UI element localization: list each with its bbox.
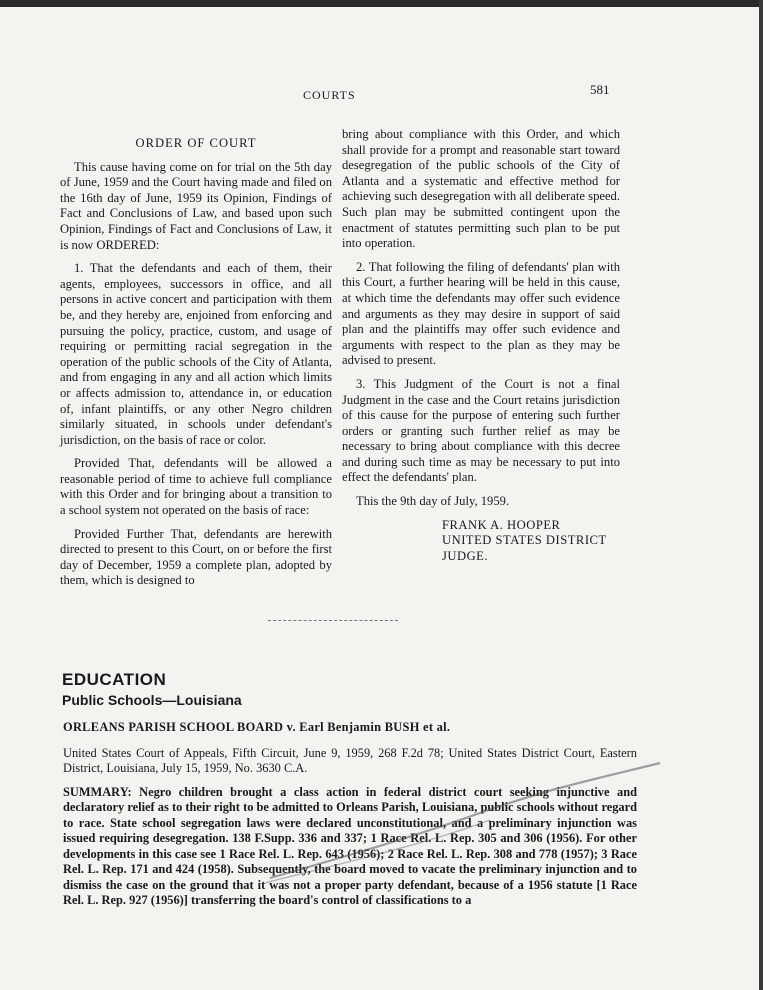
section-heading [62,670,242,708]
scan-top-edge [0,0,763,7]
case-citation: United States Court of Appeals, Fifth Circuit, June 9, 1959, 268 F.2d 78; United States District Court, Eastern District, Louisiana, July 15, 1959, No. 3630 C.A. [63,745,637,775]
section-title: EDUCATION [62,670,167,689]
case-summary: SUMMARY: Negro children brought a class action in federal district court seeking injunctive and declaratory relief as to their right to be admitted to Orleans Parish, Louisiana, public schools without regard to race. State school segregation laws were declared unconstitutional, and a preliminary injunction was issued requiring desegregation. 138 F.Supp. 336 and 337; 1 Race Rel. L. Rep. 305 and 306 (1956). For other developments in this case see 1 Race Rel. L. Rep. 643 (1956); 2 Race Rel. L. Rep. 308 and 778 (1957); 3 Race Rel. L. Rep. 171 and 424 (1958). Subsequently, the board moved to vacate the preliminary injunction and to dismiss the case on the ground that it was not a proper party defendant, because of a 1956 statute [1 Race Rel. L. Rep. 927 (1956)] transferring the board's control of classifications to a [63,784,637,907]
order-paragraph: 1. That the defendants and each of them, their agents, employees, successors in office, and all persons in active concert and participation with them be, and they hereby are, enjoined from enforcing and pursuing the policy, practice, custom, and usage of requiring or permitting racial segregation in the operation of the public schools of the City of Atlanta, and from engaging in any and all action which limits or affects admission to, attendance in, or education of, infant plaintiffs, or any other Negro children similarly situated, in schools under defendant's jurisdiction, on the basis of race or color. [60,261,332,447]
section-subtitle: Public Schools—Louisiana [62,692,242,708]
order-heading: ORDER OF COURT [135,136,257,150]
case-title: ORLEANS PARISH SCHOOL BOARD v. Earl Benjamin BUSH et al. [63,720,451,734]
order-paragraph: Provided Further That, defendants are herewith directed to present to this Court, on or before the first day of December, 1959 a complete plan, adopted by them, which is designed to [60,526,332,588]
judge-signature-block [442,518,620,565]
case-report [63,720,637,909]
judge-name: FRANK A. HOOPER [442,517,561,532]
judge-title-line: JUDGE. [442,548,489,563]
section-divider [268,620,398,621]
order-right-column [342,127,620,564]
order-paragraph: 2. That following the filing of defendants' plan with this Court, a further hearing will be held in this cause, at which time the defendants may offer such evidence and arguments as they may desire in support of said plan and the plaintiffs may offer such evidence and arguments with respect to the plan as they may be advised to present. [342,259,620,368]
order-paragraph: Provided That, defendants will be allowed a reasonable period of time to achieve full compliance with this Order and for bringing about a transition to a school system not operated on the basis of race: [60,456,332,518]
order-paragraph: bring about compliance with this Order, and which shall provide for a prompt and reasonable start toward desegregation of the public schools of the City of Atlanta and a systematic and effective method for achieving such desegregation with all deliberate speed. Such plan may be submitted contingent upon the enactment of statutes permitting such plan to be put into operation. [342,127,620,251]
order-paragraph: 3. This Judgment of the Court is not a final Judgment in the case and the Court retains jurisdiction of this cause for the purpose of entering such further orders or granting such further relief as may be necessary to bring about compliance with this decree and during such time as may be necessary to put into effect the defendants' plan. [342,376,620,485]
order-paragraph: This cause having come on for trial on the 5th day of June, 1959 and the Court having made and filed on the 16th day of June, 1959 its Opinion, Findings of Fact and Conclusions of Law, and based upon such Opinion, Findings of Fact and Conclusions of Law, it is now ORDERED: [60,159,332,252]
order-left-column [60,136,332,597]
page-number: 581 [590,82,610,97]
order-date: This the 9th day of July, 1959. [356,494,510,509]
scan-right-edge [759,0,763,990]
running-head: COURTS [303,88,356,102]
judge-title-line: UNITED STATES DISTRICT [442,533,607,548]
